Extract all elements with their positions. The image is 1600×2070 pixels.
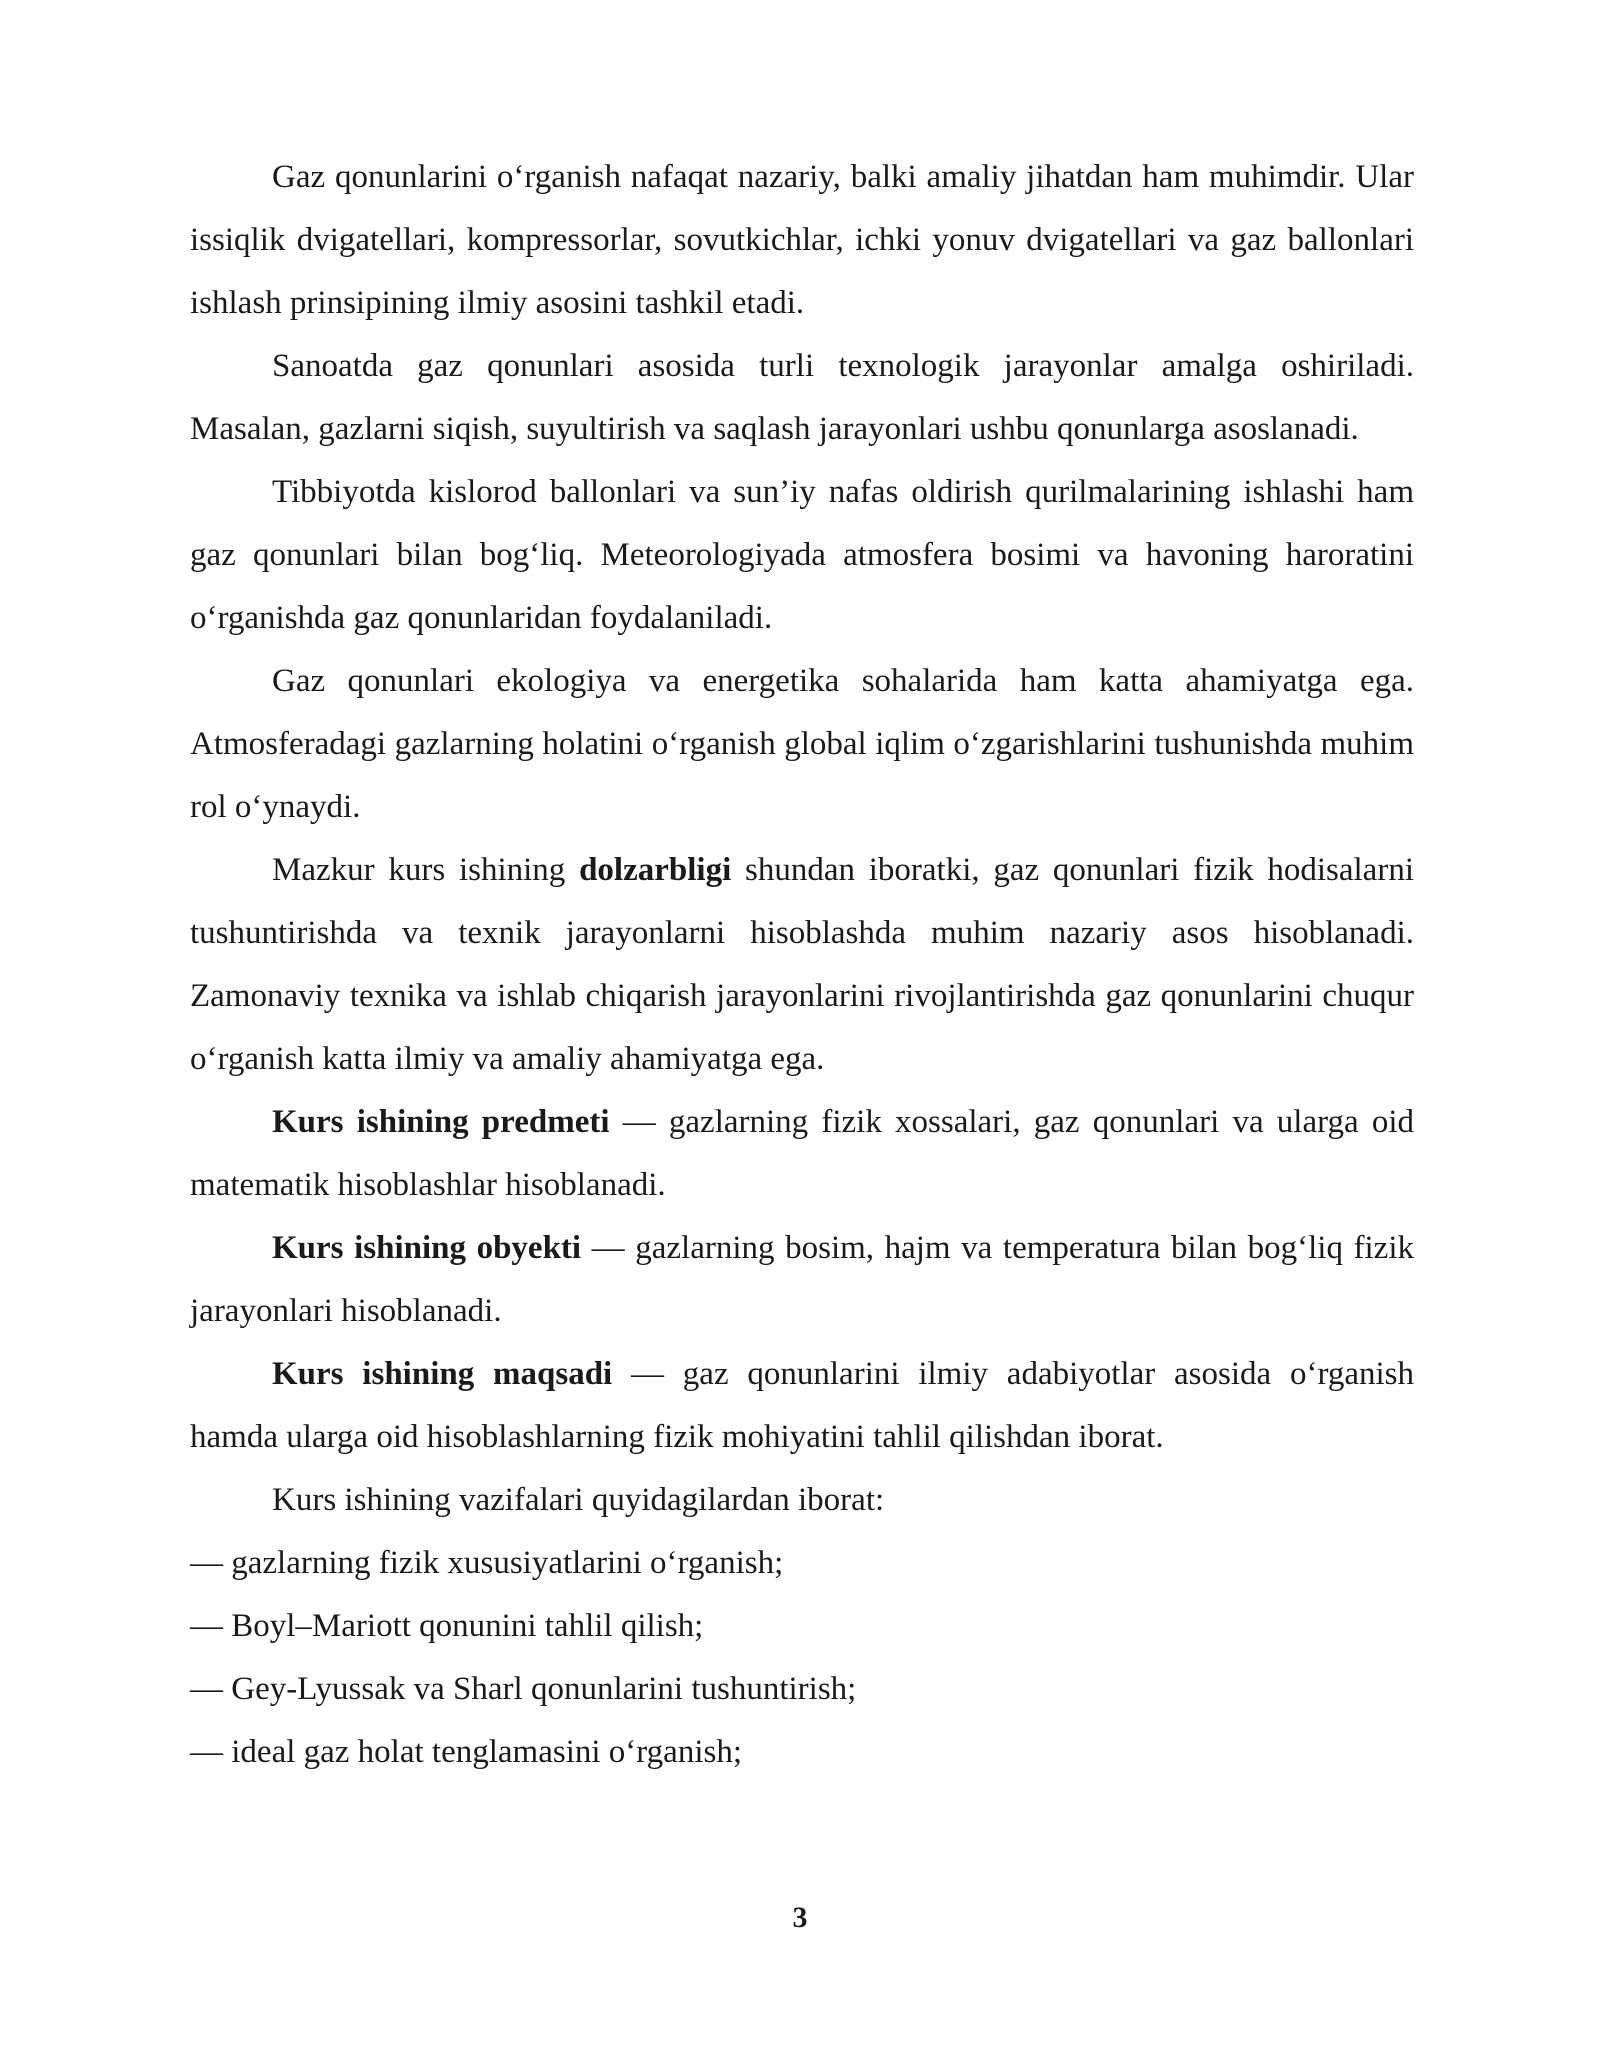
relevance-lead-text: Mazkur kurs ishining (272, 852, 580, 888)
task-list-item: — Gey-Lyussak va Sharl qonunlarini tushuntirish; (190, 1671, 857, 1707)
object-body-text: — gazlarning bosim, hajm va temperatura bilan bog‘liq fizik jarayonlari hisoblanadi. (190, 1230, 1414, 1329)
page-body (190, 146, 1414, 1784)
paragraph-medicine-meteorology: Tibbiyotda kislorod ballonlari va sun’iy nafas oldirish qurilmalarining ishlashi ham gaz qonunlari bilan bog‘liq. Meteorologiyada atmosfera bosimi va havoning haroratini o‘rganishda gaz qonunlaridan foydalaniladi. (190, 474, 1414, 636)
goal-term: Kurs ishining maqsadi (272, 1356, 613, 1392)
task-list-item: — Boyl–Mariott qonunini tahlil qilish; (190, 1608, 704, 1644)
object-term: Kurs ishining obyekti (272, 1230, 582, 1266)
paragraph-tasks-intro: Kurs ishining vazifalari quyidagilardan iborat: (272, 1482, 885, 1518)
paragraph-object (190, 1217, 1414, 1343)
relevance-body-text: shundan iboratki, gaz qonunlari fizik hodisalarni tushuntirishda va texnik jarayonlarni hisoblashda muhim nazariy asos hisoblanadi. Zamonaviy texnika va ishlab chiqarish jarayonlarini rivojlantirishda gaz qonunlarini chuqur o‘rganish katta ilmiy va amaliy ahamiyatga ega. (190, 852, 1414, 1077)
subject-term: Kurs ishining predmeti (272, 1104, 610, 1140)
paragraph-practical-importance: Gaz qonunlarini o‘rganish nafaqat nazariy, balki amaliy jihatdan ham muhimdir. Ular issiqlik dvigatellari, kompressorlar, sovutkichlar, ichki yonuv dvigatellari va gaz ballonlari ishlash prinsipining ilmiy asosini tashkil etadi. (190, 159, 1414, 321)
subject-body-text: — gazlarning fizik xossalari, gaz qonunlari va ularga oid matematik hisoblashlar hisoblanadi. (190, 1104, 1414, 1203)
paragraph-goal (190, 1343, 1414, 1469)
goal-body-text: — gaz qonunlarini ilmiy adabiyotlar asosida o‘rganish hamda ularga oid hisoblashlarning fizik mohiyatini tahlil qilishdan iborat. (190, 1356, 1415, 1455)
relevance-term: dolzarbligi (579, 852, 732, 888)
page-number: 3 (792, 1901, 808, 1934)
paragraph-subject (190, 1091, 1414, 1217)
task-list-item: — gazlarning fizik xususiyatlarini o‘rganish; (190, 1545, 784, 1581)
paragraph-ecology-energy: Gaz qonunlari ekologiya va energetika sohalarida ham katta ahamiyatga ega. Atmosferadagi gazlarning holatini o‘rganish global iqlim o‘zgarishlarini tushunishda muhim rol o‘ynaydi. (190, 663, 1414, 825)
paragraph-relevance (190, 839, 1414, 1091)
task-list-item: — ideal gaz holat tenglamasini o‘rganish; (190, 1734, 742, 1770)
paragraph-industry: Sanoatda gaz qonunlari asosida turli texnologik jarayonlar amalga oshiriladi. Masalan, gazlarni siqish, suyultirish va saqlash jarayonlari ushbu qonunlarga asoslanadi. (190, 348, 1414, 447)
